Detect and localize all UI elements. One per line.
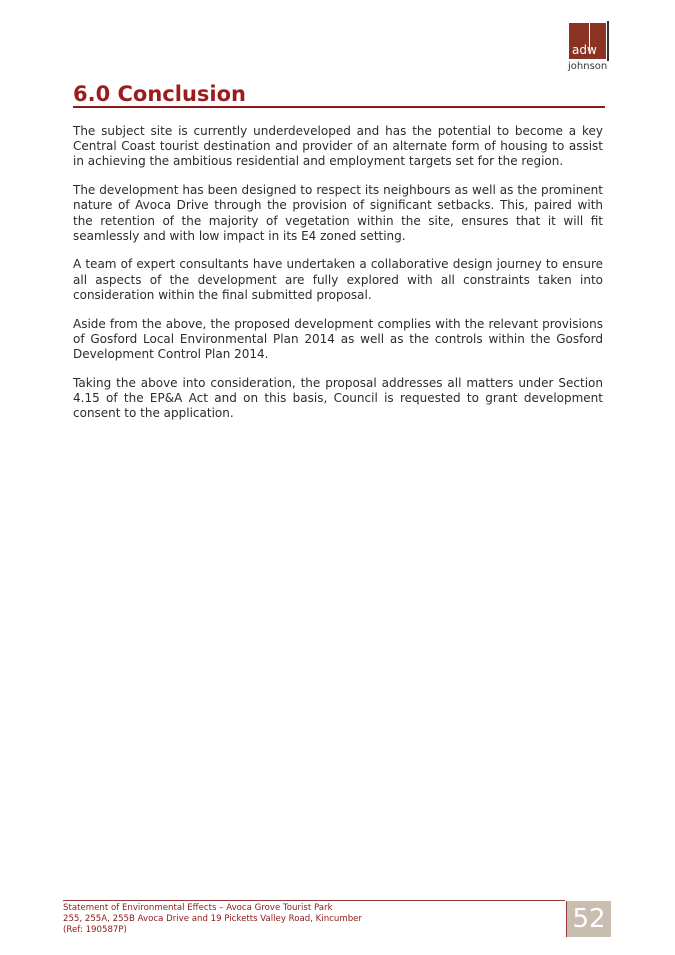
footer-rule	[63, 900, 565, 901]
paragraph: Taking the above into consideration, the proposal addresses all matters under Section 4.15 of the EP&A Act and on this basis, Council is requested to grant development consent to the application.	[73, 375, 603, 421]
paragraph: A team of expert consultants have undertaken a collaborative design journey to ensure all aspects of the development are fully explored with all constraints taken into consideration within the final submitted proposal.	[73, 257, 603, 302]
heading-rule	[73, 106, 605, 108]
footer-text: Statement of Environmental Effects – Avoca Grove Tourist Park 255, 255A, 255B Avoca Drive and 19 Picketts Valley Road, Kincumber (Ref: 190587P)	[63, 903, 362, 935]
paragraph: The subject site is currently underdeveloped and has the potential to become a key Central Coast tourist destination and provider of an alternate form of housing to assist in achieving the ambitious residential and employment targets set for the region.	[73, 124, 603, 169]
body-text	[73, 124, 603, 435]
company-logo: adw johnson	[567, 21, 613, 73]
paragraph: Aside from the above, the proposed development complies with the relevant provisions of Gosford Local Environmental Plan 2014 as well as the controls within the Gosford Development Control Plan 2014.	[73, 316, 603, 361]
section-heading: 6.0 Conclusion	[73, 82, 246, 106]
page-number: 52	[566, 901, 611, 937]
paragraph: The development has been designed to respect its neighbours as well as the prominent nature of Avoca Drive through the provision of significant setbacks. This, paired with the retention of the majority of vegetation within the site, ensures that it will fit seamlessly and with low impact in its E4 zoned setting.	[73, 183, 603, 243]
